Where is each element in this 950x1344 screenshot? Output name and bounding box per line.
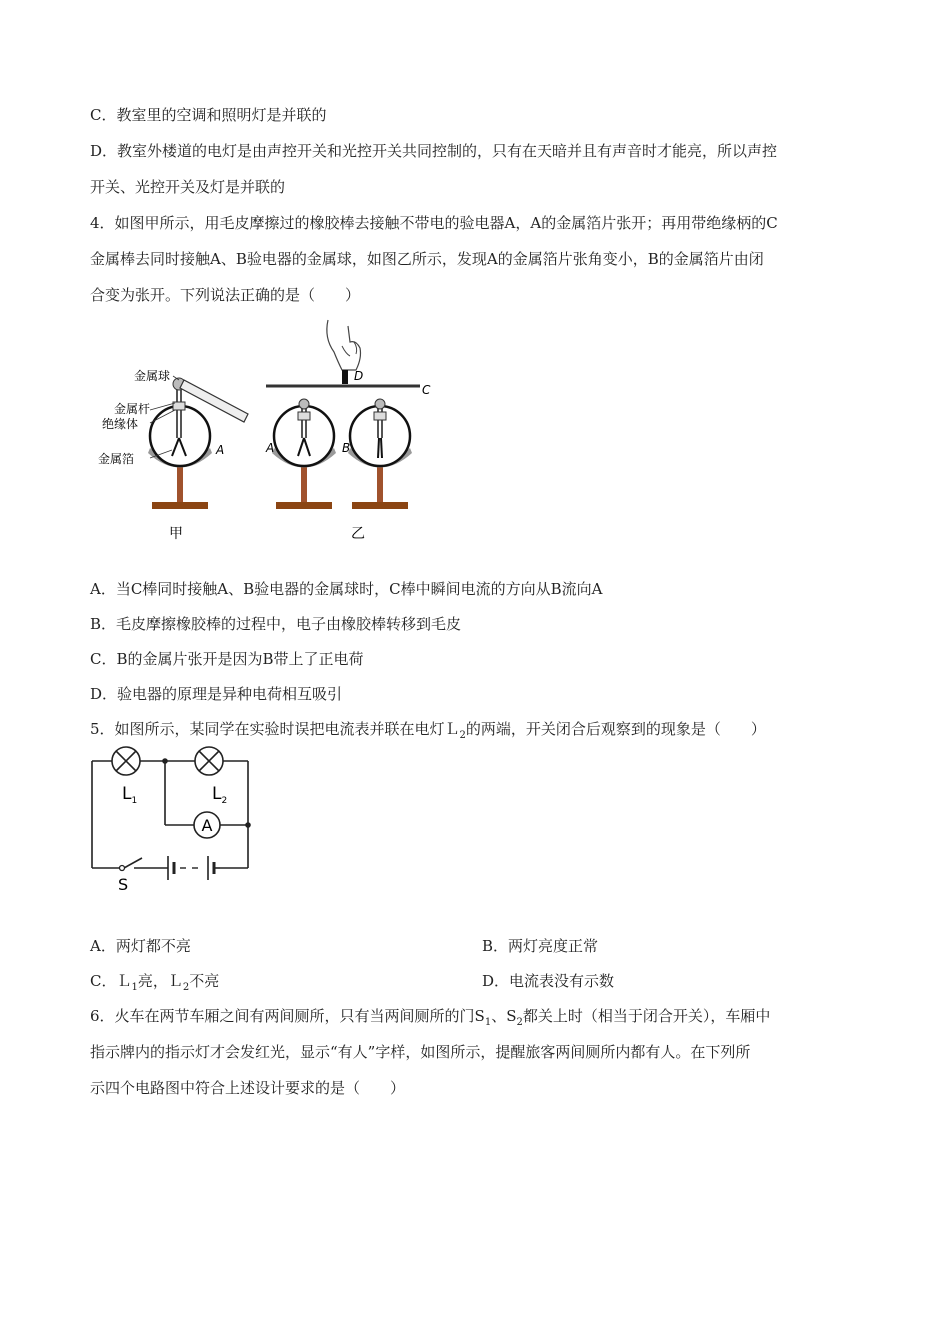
q3-option-c: C．教室里的空调和照明灯是并联的: [90, 106, 327, 124]
switch-icon: [120, 866, 125, 871]
q6-stem-line1: 6．火车在两节车厢之间有两间厕所，只有当两间厕所的门$S_1$、$S_2$都关上时（相当于闭合开关），车厢中: [90, 1007, 771, 1028]
q6-stem-line3: 示四个电路图中符合上述设计要求的是（ ）: [90, 1079, 406, 1097]
label-b: B: [342, 441, 351, 455]
electroscope-jia: [148, 376, 248, 509]
q3-option-d-line1: D．教室外楼道的电灯是由声控开关和光控开关共同控制的，只有在天暗并且有声音时才能亮，所以声控: [90, 142, 778, 160]
q5-stem-sub: 2: [459, 730, 466, 741]
caption-jia: 甲: [169, 526, 183, 542]
insulating-handle-d: [342, 370, 348, 384]
q4-option-a: A．当C棒同时接触A、B验电器的金属球时，C棒中瞬间电流的方向从B流向A: [90, 580, 603, 598]
q5-stem: [90, 718, 766, 741]
q4-option-c: C．B的金属片张开是因为B带上了正电荷: [90, 650, 364, 668]
lamp-l1-icon: [112, 747, 140, 775]
electroscope-b: [348, 399, 412, 509]
battery-icon: [168, 856, 220, 880]
lamp-l2-icon: [195, 747, 223, 775]
label-metal-foil: 金属箔: [97, 452, 135, 466]
q5-option-a: A．两灯都不亮: [90, 937, 191, 955]
label-insulator: 绝缘体: [101, 417, 139, 431]
q4-stem-line2: 金属棒去同时接触A、B验电器的金属球，如图乙所示，发现A的金属箔片张角变小，B的金属箔片由闭: [90, 250, 764, 268]
electroscope-a: [272, 399, 336, 509]
q5-option-d: D．电流表没有示数: [482, 972, 615, 990]
q5-stem-pre: 5．如图所示，某同学在实验时误把电流表并联在电灯Ｌ: [90, 720, 460, 738]
label-l1: $L_1$: [122, 784, 138, 806]
label-s: S: [118, 875, 129, 894]
label-metal-rod: 金属杆: [113, 402, 151, 416]
label-a-yi: A: [266, 441, 275, 455]
q4-stem-line3: 合变为张开。下列说法正确的是（ ）: [90, 286, 361, 304]
q4-option-b: B．毛皮摩擦橡胶棒的过程中，电子由橡胶棒转移到毛皮: [90, 615, 462, 633]
label-metal-ball: 金属球: [133, 369, 171, 383]
label-a-jia: A: [216, 443, 225, 457]
label-l2: $L_2$: [212, 784, 228, 806]
q6-stem-line2: 指示牌内的指示灯才会发红光，显示“有人”字样，如图所示，提醒旅客两间厕所内都有人。在下列所: [90, 1043, 751, 1061]
label-c: C: [422, 383, 431, 397]
q5-option-c: C．Ｌ$_1$亮，Ｌ$_2$不亮: [90, 972, 220, 993]
label-d: D: [354, 369, 364, 383]
hand-icon: [327, 320, 361, 370]
q3-option-d-line2: 开关、光控开关及灯是并联的: [90, 178, 286, 196]
q4-stem-line1: 4．如图甲所示，用毛皮摩擦过的橡胶棒去接触不带电的验电器A，A的金属箔片张开；再用带绝缘柄的C: [90, 214, 778, 232]
ammeter-label: A: [201, 816, 213, 835]
q5-stem-post: 的两端，开关闭合后观察到的现象是（ ）: [465, 720, 766, 738]
caption-yi: 乙: [351, 526, 365, 542]
electroscope-figure: [80, 318, 440, 550]
q5-option-b: B．两灯亮度正常: [482, 937, 599, 955]
circuit-diagram: [80, 744, 270, 896]
q4-option-d: D．验电器的原理是异种电荷相互吸引: [90, 685, 343, 703]
